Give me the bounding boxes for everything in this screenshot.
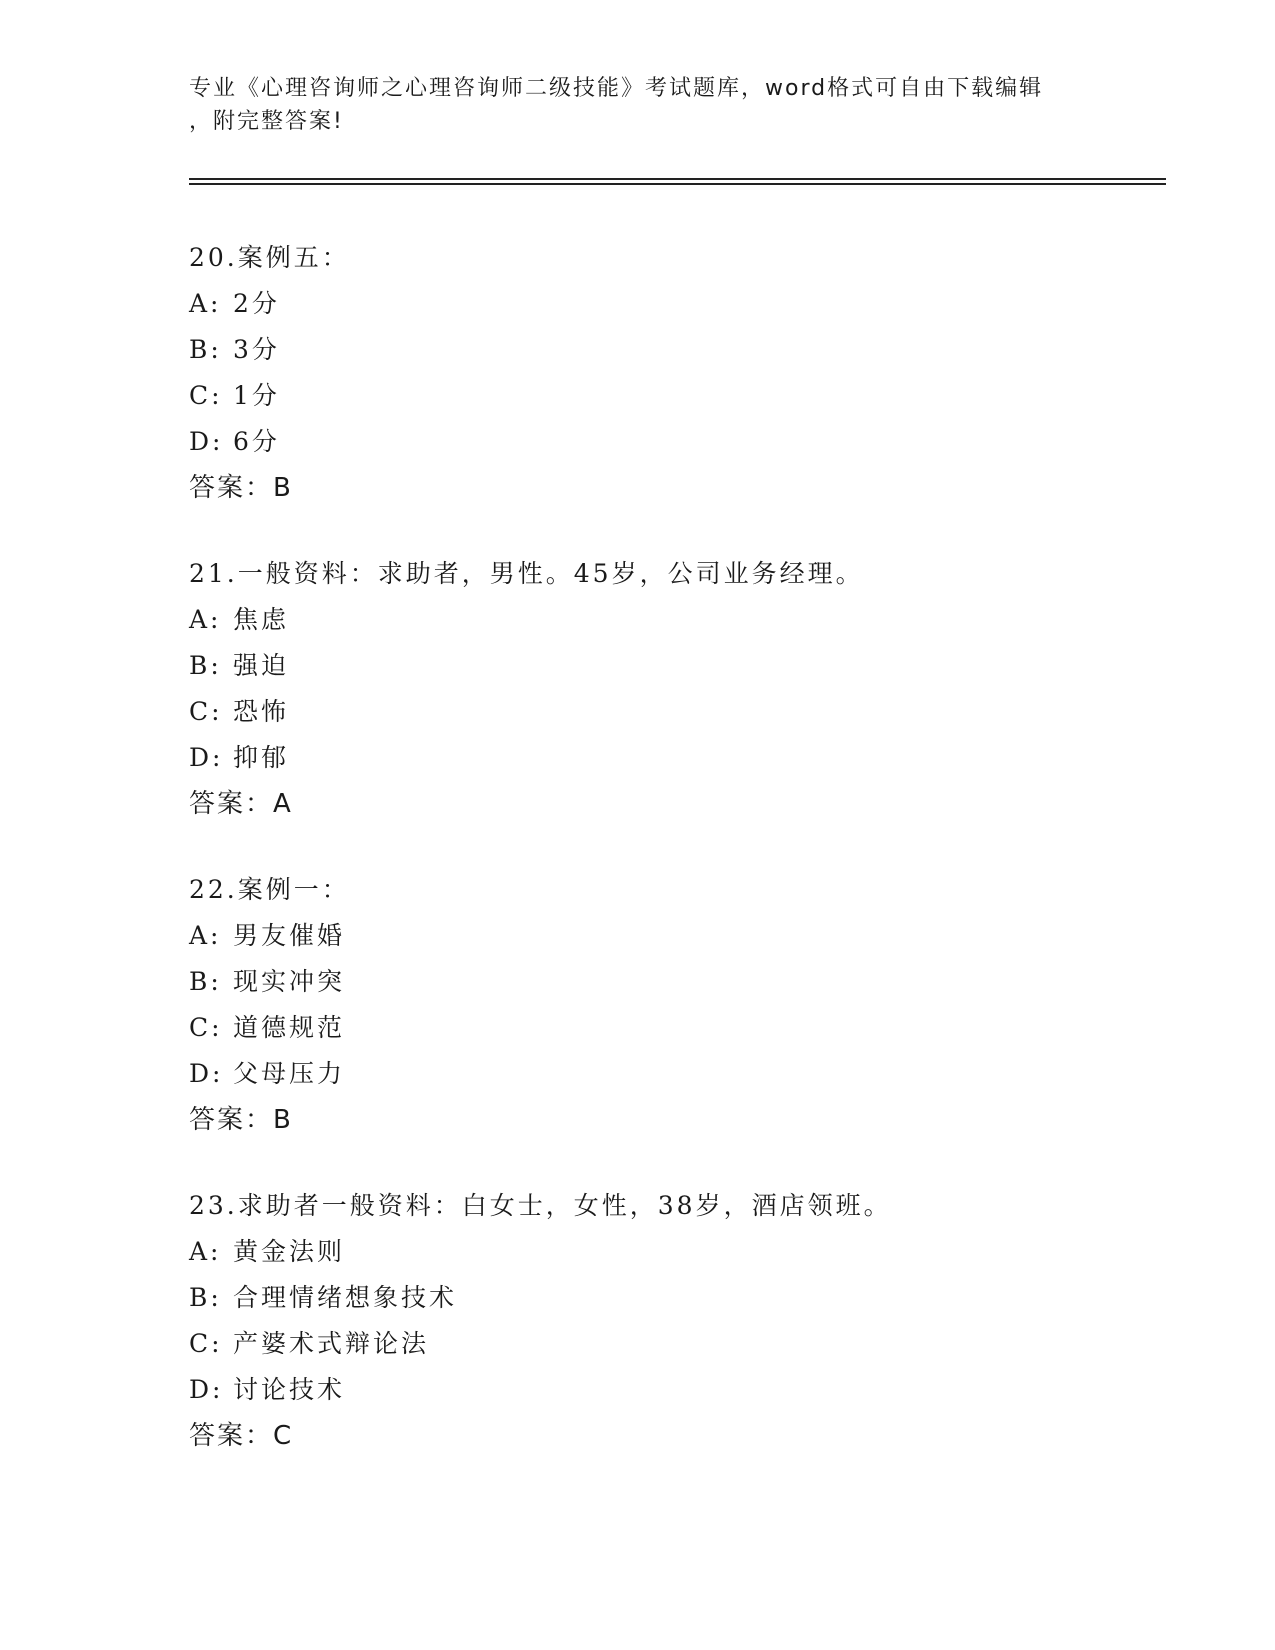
option-d (189, 735, 1149, 781)
option-text: 讨论技术 (233, 1375, 346, 1404)
option-b (189, 959, 1149, 1005)
answer-line: 答案：A (189, 789, 293, 819)
option-key: D: (189, 743, 224, 772)
option-text: 恐怖 (233, 697, 290, 726)
header-line-2: ，附完整答案! (189, 109, 344, 134)
option-b (189, 327, 1149, 373)
question-23 (189, 1183, 1149, 1459)
document-header (189, 72, 1089, 138)
answer-line: 答案：C (189, 1421, 294, 1451)
option-d (189, 1367, 1149, 1413)
option-text: 合理情绪想象技术 (233, 1283, 458, 1312)
option-text: 抑郁 (233, 743, 290, 772)
option-text: 产婆术式辩论法 (233, 1329, 430, 1358)
header-divider-bottom (189, 183, 1166, 185)
option-key: C: (189, 381, 223, 410)
question-stem: 20.案例五： (189, 243, 350, 272)
option-text: 现实冲突 (233, 967, 346, 996)
option-text: 黄金法则 (233, 1237, 346, 1266)
option-key: B: (189, 967, 222, 996)
answer-line: 答案：B (189, 473, 293, 503)
option-key: A: (189, 605, 222, 634)
question-list (189, 235, 1149, 1499)
header-line-1: 专业《心理咨询师之心理咨询师二级技能》考试题库，word格式可自由下载编辑 (189, 76, 1044, 101)
option-a (189, 281, 1149, 327)
option-key: A: (189, 921, 222, 950)
option-c (189, 1005, 1149, 1051)
option-key: D: (189, 427, 224, 456)
question-stem: 21.一般资料：求助者，男性。45岁，公司业务经理。 (189, 559, 864, 588)
option-key: B: (189, 335, 222, 364)
option-key: B: (189, 1283, 222, 1312)
header-divider-top (189, 178, 1166, 180)
option-d (189, 1051, 1149, 1097)
option-b (189, 643, 1149, 689)
option-text: 焦虑 (233, 605, 290, 634)
option-key: D: (189, 1059, 224, 1088)
option-key: C: (189, 1013, 223, 1042)
option-b (189, 1275, 1149, 1321)
question-22 (189, 867, 1149, 1143)
option-key: C: (189, 1329, 223, 1358)
option-a (189, 597, 1149, 643)
option-c (189, 689, 1149, 735)
option-key: C: (189, 697, 223, 726)
question-stem: 22.案例一： (189, 875, 350, 904)
option-text: 3分 (233, 335, 280, 364)
question-stem: 23.求助者一般资料：白女士，女性，38岁，酒店领班。 (189, 1191, 892, 1220)
option-key: A: (189, 1237, 222, 1266)
option-text: 6分 (233, 427, 280, 456)
option-d (189, 419, 1149, 465)
option-key: A: (189, 289, 222, 318)
option-text: 2分 (233, 289, 280, 318)
answer-line: 答案：B (189, 1105, 293, 1135)
option-key: B: (189, 651, 222, 680)
question-20 (189, 235, 1149, 511)
option-c (189, 373, 1149, 419)
option-text: 道德规范 (233, 1013, 346, 1042)
option-text: 强迫 (233, 651, 290, 680)
option-text: 1分 (233, 381, 280, 410)
option-a (189, 1229, 1149, 1275)
question-21 (189, 551, 1149, 827)
option-text: 父母压力 (233, 1059, 346, 1088)
option-text: 男友催婚 (233, 921, 346, 950)
option-a (189, 913, 1149, 959)
option-c (189, 1321, 1149, 1367)
option-key: D: (189, 1375, 224, 1404)
